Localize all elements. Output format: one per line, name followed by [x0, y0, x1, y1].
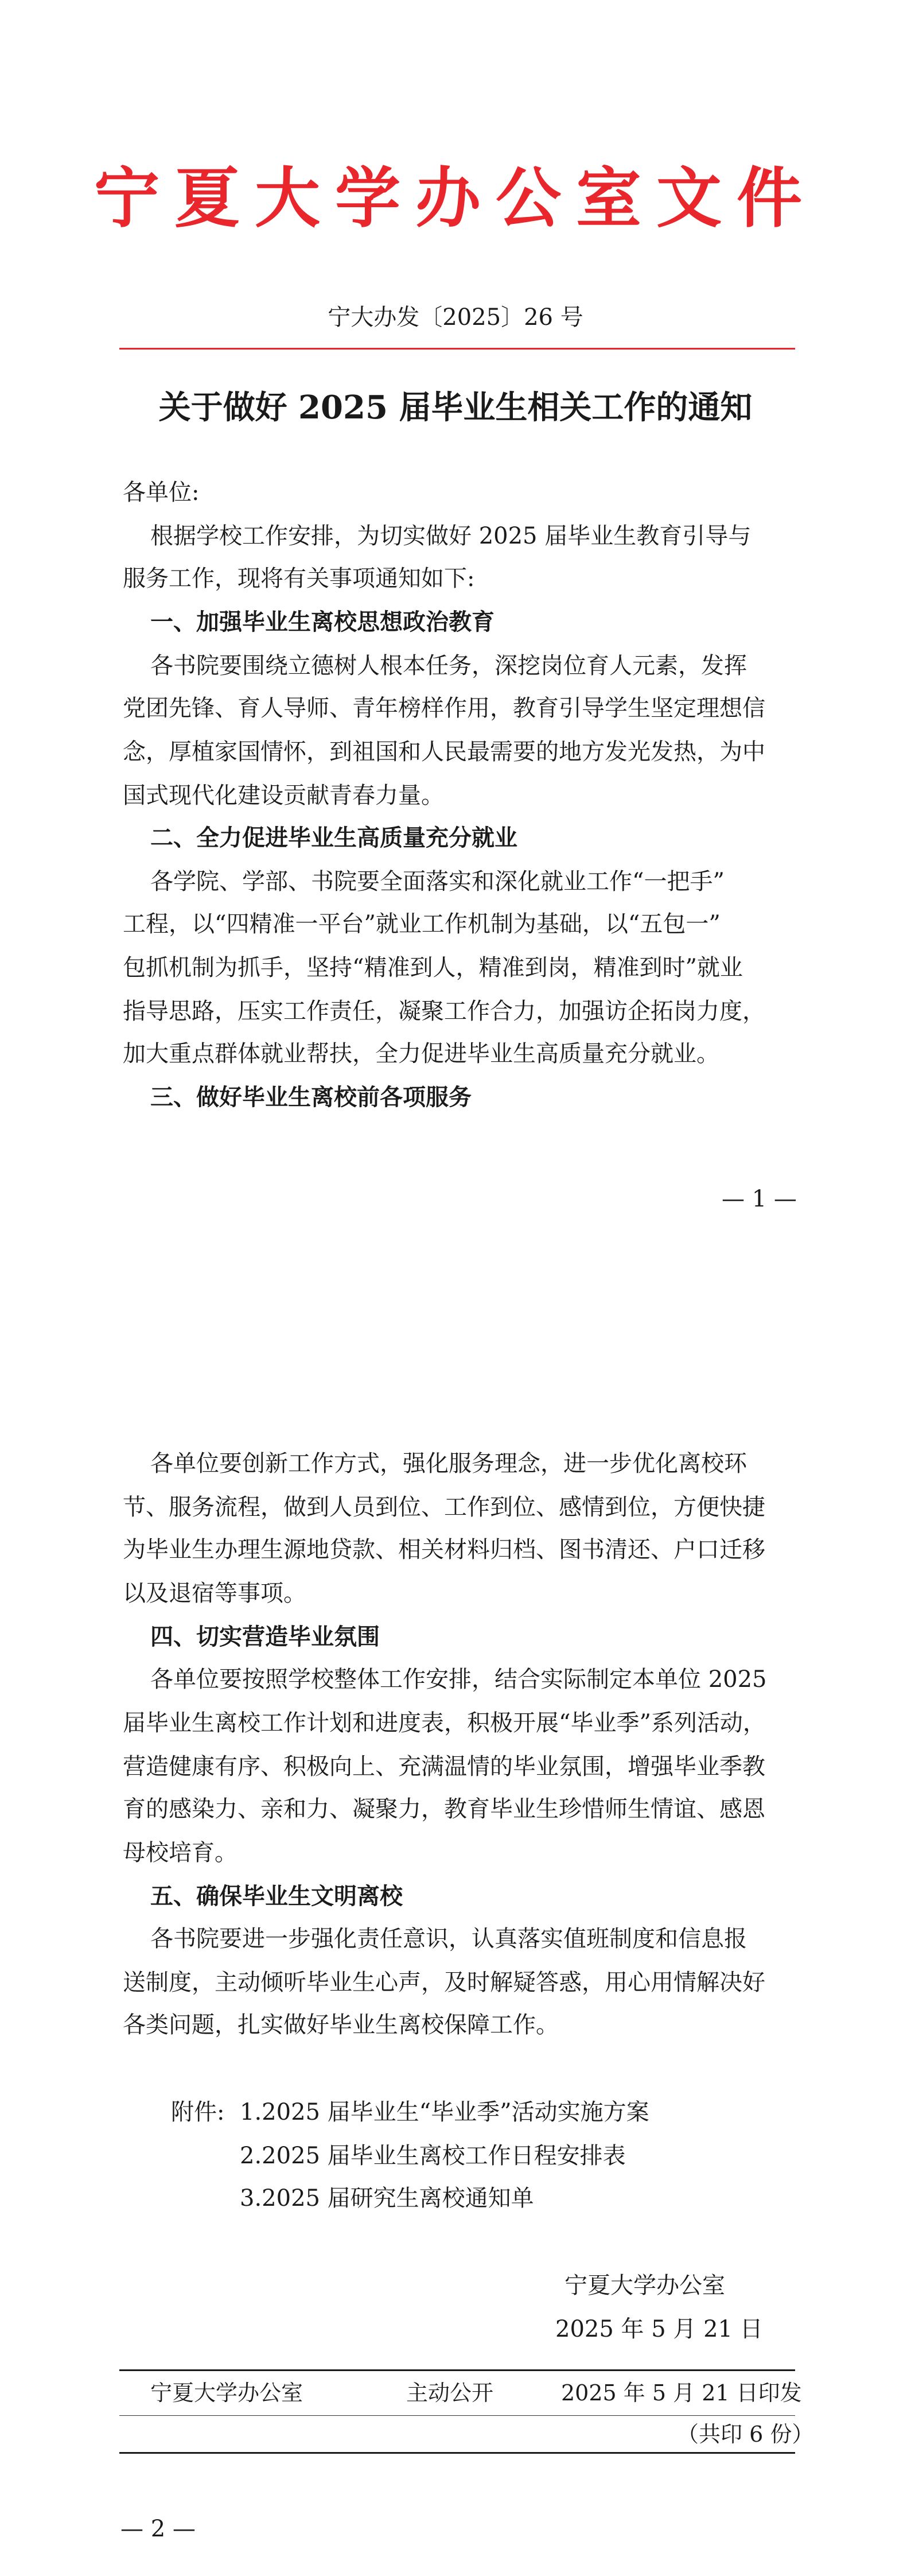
- body-text: 国式现代化建设贡献青春力量。: [123, 782, 444, 809]
- body-text: 包抓机制为抓手，坚持“精准到人，精准到岗，精准到时”就业: [123, 955, 743, 981]
- section-heading: 四、切实营造毕业氛围: [150, 1624, 380, 1650]
- section-heading: 三、做好毕业生离校前各项服务: [150, 1084, 472, 1111]
- body-text: 以及退宿等事项。: [123, 1580, 306, 1607]
- signature-date: 2025 年 5 月 21 日: [555, 2316, 763, 2342]
- body-text: 念，厚植家国情怀，到祖国和人民最需要的地方发光发热，为中: [123, 739, 765, 765]
- notice-title: 关于做好 2025 届毕业生相关工作的通知: [158, 389, 753, 426]
- signature-org: 宁夏大学办公室: [564, 2272, 725, 2299]
- section-heading: 五、确保毕业生文明离校: [150, 1883, 403, 1910]
- attachment-item: 2.2025 届毕业生离校工作日程安排表: [240, 2143, 626, 2169]
- body-text: 各单位要按照学校整体工作安排，结合实际制定本单位 2025: [150, 1666, 767, 1693]
- intro-text: 根据学校工作安排，为切实做好 2025 届毕业生教育引导与: [150, 523, 752, 549]
- body-text: 各书院要围绕立德树人根本任务，深挖岗位育人元素，发挥: [150, 653, 747, 679]
- footer-disclosure: 主动公开: [406, 2380, 494, 2406]
- document-number: 宁大办发〔2025〕26 号: [328, 304, 583, 331]
- section-heading: 一、加强毕业生离校思想政治教育: [150, 609, 495, 635]
- body-text: 各单位要创新工作方式，强化服务理念，进一步优化离校环: [150, 1450, 747, 1477]
- body-text: 各书院要进一步强化责任意识，认真落实值班制度和信息报: [150, 1926, 747, 1952]
- footer-issuer: 宁夏大学办公室: [150, 2380, 303, 2406]
- footer-print-date: 2025 年 5 月 21 日印发: [561, 2380, 802, 2406]
- footer-bottom-rule: [119, 2452, 795, 2454]
- salutation: 各单位:: [123, 479, 200, 506]
- document-header-title: 宁夏大学办公室文件: [94, 160, 817, 236]
- body-text: 节、服务流程，做到人员到位、工作到位、感情到位，方便快捷: [123, 1494, 765, 1520]
- body-text: 届毕业生离校工作计划和进度表，积极开展“毕业季”系列活动，: [123, 1710, 766, 1736]
- body-text: 为毕业生办理生源地贷款、相关材料归档、图书清还、户口迁移: [123, 1537, 765, 1563]
- intro-text: 服务工作，现将有关事项通知如下:: [123, 565, 475, 592]
- footer-top-rule: [119, 2369, 795, 2371]
- body-text: 指导思路，压实工作责任，凝聚工作合力，加强访企拓岗力度，: [123, 998, 765, 1025]
- section-heading: 二、全力促进毕业生高质量充分就业: [150, 825, 517, 851]
- footer-copies: （共印 6 份）: [677, 2422, 814, 2447]
- attachment-item: 1.2025 届毕业生“毕业季”活动实施方案: [240, 2099, 649, 2125]
- header-red-rule: [119, 348, 795, 350]
- body-text: 各类问题，扎实做好毕业生离校保障工作。: [123, 2012, 559, 2038]
- attachments-label: 附件:: [171, 2099, 225, 2125]
- body-text: 工程，以“四精准一平台”就业工作机制为基础，以“五包一”: [123, 911, 721, 937]
- body-text: 加大重点群体就业帮扶，全力促进毕业生高质量充分就业。: [123, 1041, 719, 1067]
- page-number: — 2 —: [120, 2516, 196, 2542]
- page-number: — 1 —: [722, 1186, 797, 1212]
- body-text: 党团先锋、育人导师、青年榜样作用，教育引导学生坚定理想信: [123, 695, 765, 721]
- footer-middle-rule: [119, 2415, 795, 2416]
- body-text: 各学院、学部、书院要全面落实和深化就业工作“一把手”: [150, 868, 725, 895]
- body-text: 母校培育。: [123, 1840, 238, 1866]
- body-text: 送制度，主动倾听毕业生心声，及时解疑答惑，用心用情解决好: [123, 1969, 765, 1996]
- body-text: 营造健康有序、积极向上、充满温情的毕业氛围，增强毕业季教: [123, 1753, 765, 1780]
- body-text: 育的感染力、亲和力、凝聚力，教育毕业生珍惜师生情谊、感恩: [123, 1796, 765, 1822]
- attachment-item: 3.2025 届研究生离校通知单: [240, 2185, 534, 2212]
